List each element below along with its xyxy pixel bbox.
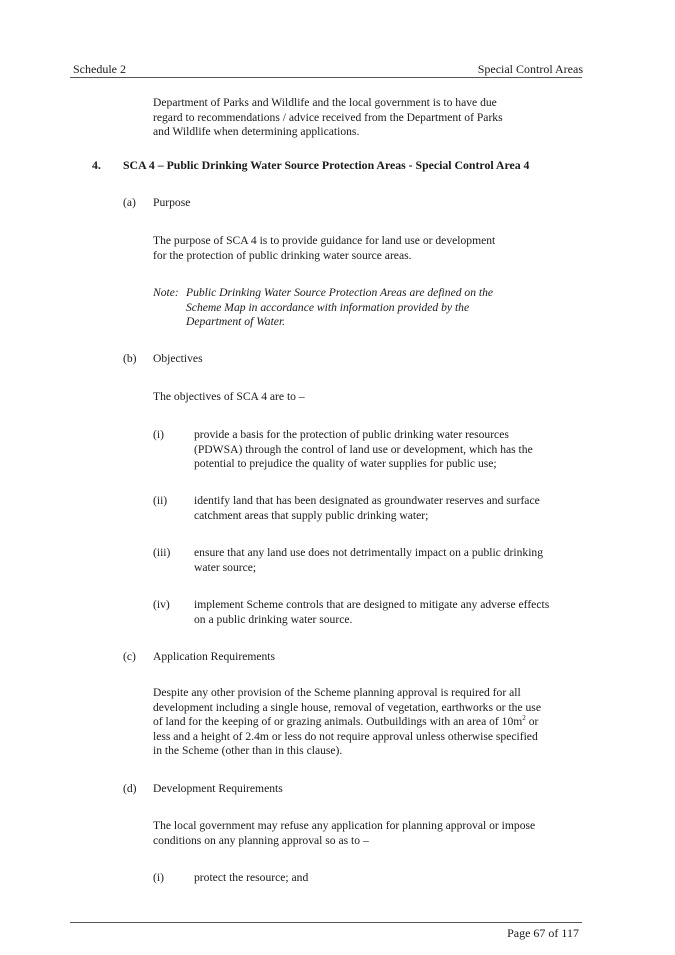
purpose-paragraph: The purpose of SCA 4 is to provide guidance for land use or development for the protection of public drinking water source areas. (153, 234, 496, 262)
section-title: SCA 4 – Public Drinking Water Source Protection Areas - Special Control Area 4 (123, 158, 530, 172)
development-item-number: (i) (153, 871, 164, 884)
objective-text: implement Scheme controls that are designed to mitigate any adverse effects on a public drinking water source. (194, 598, 550, 626)
objective-number: (iv) (153, 598, 170, 611)
header-divider (70, 77, 582, 78)
objective-number: (i) (153, 428, 164, 441)
note-text: Public Drinking Water Source Protection Areas are defined on the Scheme Map in accordance with information provided by the Department of Water. (186, 286, 494, 329)
subsection-b-label: (b) (123, 352, 137, 365)
header-title: Special Control Areas (477, 62, 583, 76)
development-item-text: protect the resource; and (194, 871, 309, 884)
subsection-a-label: (a) (123, 196, 136, 209)
application-line: in the Scheme (other than in this clause). (153, 744, 343, 758)
development-paragraph: The local government may refuse any application for planning approval or impose conditions on any planning approval so as to – (153, 819, 536, 847)
application-paragraph (153, 686, 541, 759)
application-line: less and a height of 2.4m or less do not require approval unless otherwise specified (153, 729, 538, 743)
page-number: Page 67 of 117 (507, 926, 579, 940)
note-label: Note: (153, 286, 179, 299)
objective-number: (ii) (153, 494, 168, 507)
intro-paragraph: Department of Parks and Wildlife and the local government is to have due regard to recommendations / advice received from the Department of Parks and Wildlife when determining applications. (153, 96, 503, 139)
objective-text: identify land that has been designated as groundwater reserves and surface catchment areas that supply public drinking water; (194, 494, 540, 522)
objectives-intro: The objectives of SCA 4 are to – (153, 390, 305, 403)
application-line-part: of land for the keeping of or grazing animals. Outbuildings with an area of 10m (153, 715, 523, 729)
subsection-c-label: (c) (123, 650, 136, 663)
objective-number: (iii) (153, 546, 171, 559)
superscript-2: 2 (522, 714, 526, 723)
objective-text: provide a basis for the protection of public drinking water resources (PDWSA) through the control of land use or development, which has the potential to prejudice the quality of water supplies for public use; (194, 428, 533, 471)
objective-text: ensure that any land use does not detrimentally impact on a public drinking water source; (194, 546, 544, 574)
subsection-c-title: Application Requirements (153, 650, 276, 663)
application-line-part: or (525, 715, 539, 729)
application-line: development including a single house, removal of vegetation, earthworks or the use (153, 700, 541, 714)
section-number: 4. (92, 158, 101, 172)
header-schedule: Schedule 2 (73, 62, 126, 76)
application-line: Despite any other provision of the Scheme planning approval is required for all (153, 686, 521, 699)
subsection-d-label: (d) (123, 782, 137, 795)
subsection-a-title: Purpose (153, 196, 191, 209)
footer-divider (70, 922, 582, 923)
application-line (153, 715, 541, 730)
subsection-b-title: Objectives (153, 352, 203, 365)
subsection-d-title: Development Requirements (153, 782, 283, 795)
